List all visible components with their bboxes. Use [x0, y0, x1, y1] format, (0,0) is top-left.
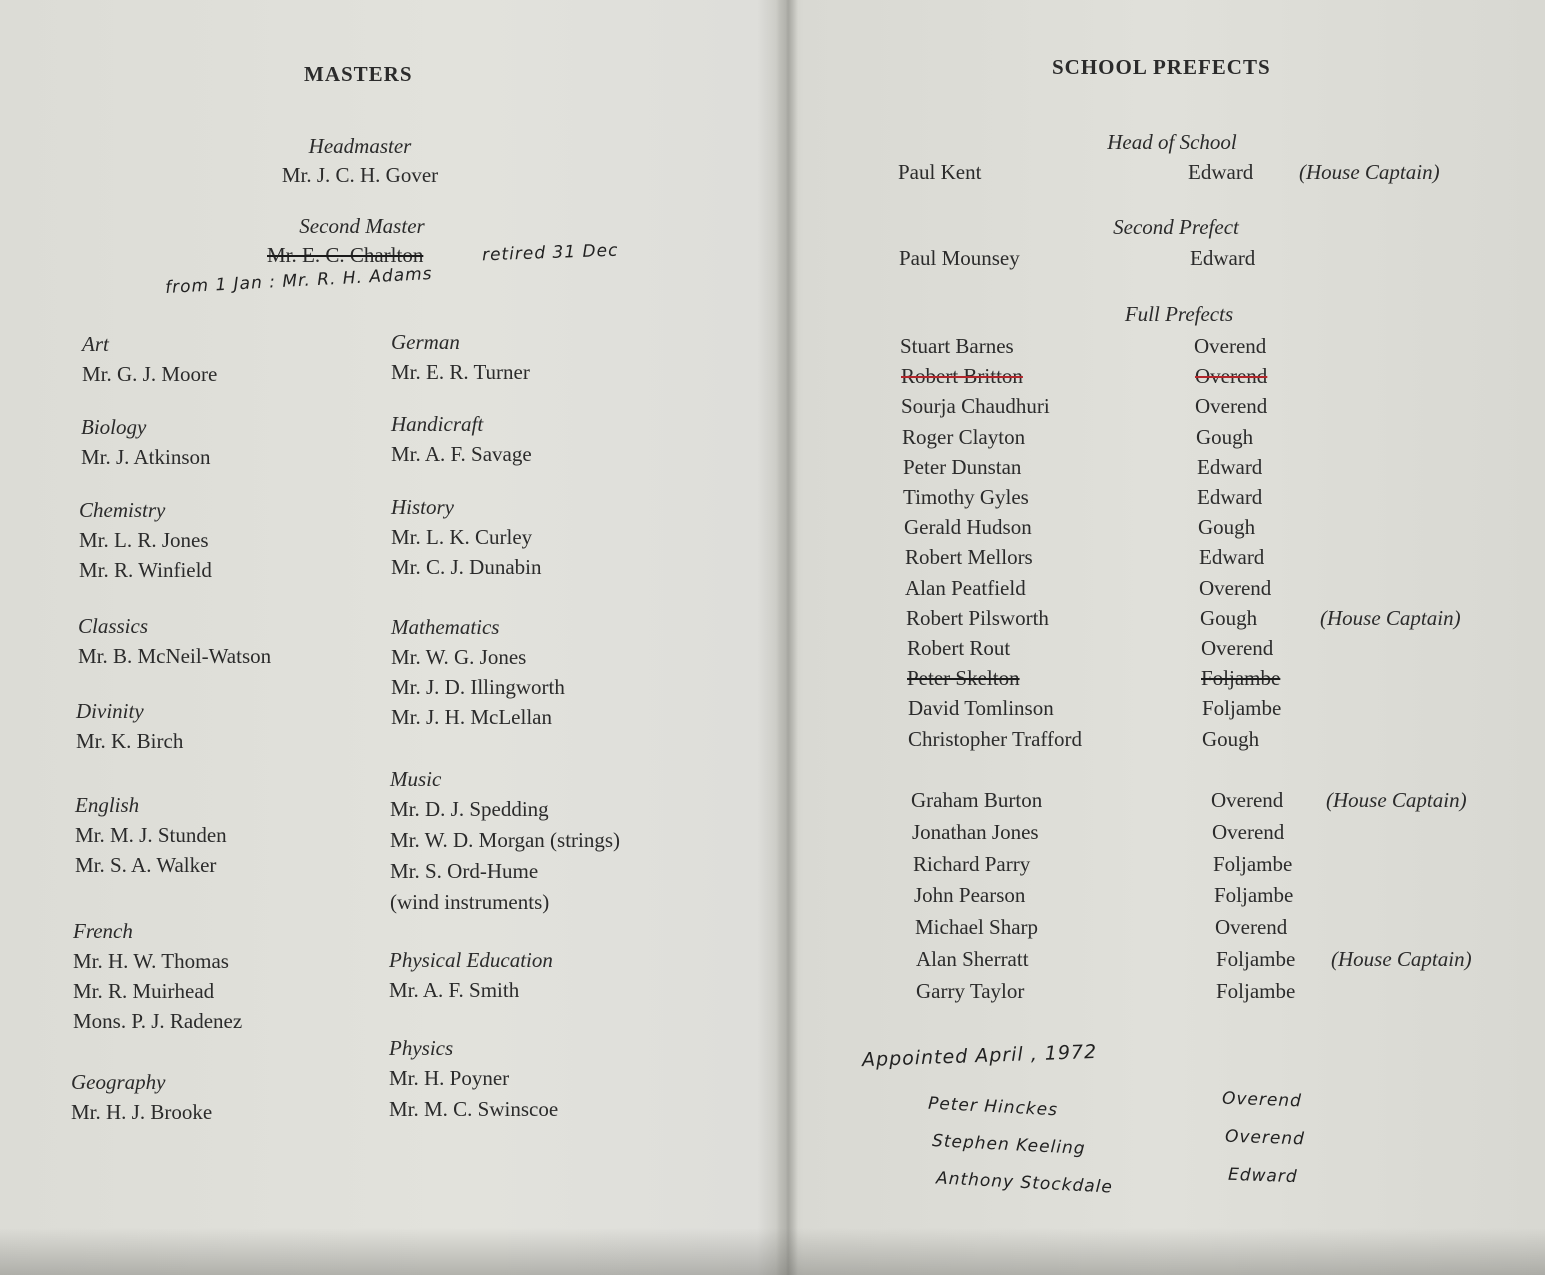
prefect-name: Roger Clayton [902, 425, 1026, 449]
prefect-name: Peter Skelton [907, 666, 1020, 690]
house-captain-note: (House Captain) [1331, 947, 1472, 971]
subject-physics [389, 1033, 558, 1125]
master-name: Mr. J. Atkinson [81, 445, 211, 469]
prefect-house: Foljambe [1216, 947, 1296, 971]
prefect-name: Timothy Gyles [903, 485, 1029, 509]
master-name: Mr. W. D. Morgan (strings) [390, 828, 621, 852]
subject-art [82, 329, 217, 389]
prefect-name: Garry Taylor [916, 979, 1025, 1003]
prefect-name: Paul Mounsey [899, 246, 1020, 270]
prefect-house: Overend [1194, 334, 1267, 358]
master-name: Mr. S. A. Walker [75, 853, 217, 877]
subject-chemistry [79, 495, 212, 585]
prefect-house: Overend [1195, 394, 1268, 418]
prefect-house: Edward [1199, 545, 1265, 569]
second-master-block [162, 214, 562, 239]
headmaster-name: Mr. J. C. H. Gover [281, 163, 439, 187]
subject-label: Art [82, 332, 109, 356]
subject-history [391, 492, 542, 582]
subject-geography [71, 1067, 212, 1127]
master-name: Mr. E. R. Turner [391, 360, 530, 384]
prefect-name: Stuart Barnes [900, 334, 1014, 358]
second-prefect-label: Second Prefect [1113, 215, 1239, 239]
handwritten-prefect-name: Stephen Keeling [931, 1130, 1087, 1160]
second-master-name-struck: Mr. E. C. Charlton [267, 243, 424, 267]
subject-music [390, 764, 620, 918]
subject-label: French [73, 919, 133, 943]
subject-biology [81, 412, 211, 472]
handwritten-prefect-name: Anthony Stockdale [935, 1168, 1114, 1198]
prefect-house: Foljambe [1201, 666, 1281, 690]
handwritten-prefect-house: Overend [1224, 1126, 1306, 1150]
prefects-title: SCHOOL PREFECTS [1052, 55, 1271, 79]
master-name: Mr. S. Ord-Hume [390, 859, 539, 883]
house-captain-note: (House Captain) [1299, 160, 1440, 184]
prefect-house: Foljambe [1213, 852, 1293, 876]
second-master-role: Second Master [299, 214, 425, 238]
prefect-house: Gough [1202, 727, 1260, 751]
master-name: Mr. H. Poyner [389, 1066, 510, 1090]
subject-label: History [391, 495, 454, 519]
prefect-name: Christopher Trafford [908, 727, 1083, 751]
subject-label: Classics [78, 614, 149, 638]
page-fold [776, 0, 798, 1275]
prefect-name: Alan Sherratt [916, 947, 1029, 971]
house-captain-note: (House Captain) [1320, 606, 1461, 630]
subject-label: Biology [81, 415, 147, 439]
prefect-house: Foljambe [1202, 696, 1282, 720]
master-name: (wind instruments) [390, 890, 550, 914]
prefect-name: Michael Sharp [915, 915, 1039, 939]
master-name: Mr. A. F. Smith [389, 978, 520, 1002]
masters-title: MASTERS [304, 62, 413, 86]
prefect-house: Gough [1198, 515, 1256, 539]
master-name: Mr. A. F. Savage [391, 442, 532, 466]
subject-label: Mathematics [391, 615, 500, 639]
house-captain-note: (House Captain) [1326, 788, 1467, 812]
prefect-house: Edward [1197, 485, 1263, 509]
master-name: Mr. J. D. Illingworth [391, 675, 565, 699]
master-name: Mr. H. J. Brooke [71, 1100, 213, 1124]
master-name: Mr. L. R. Jones [79, 528, 209, 552]
subject-german [391, 327, 530, 387]
prefect-name: Graham Burton [911, 788, 1043, 812]
prefect-house: Edward [1188, 160, 1254, 184]
prefect-house: Overend [1212, 820, 1285, 844]
subject-label: Chemistry [79, 498, 166, 522]
subject-classics [78, 611, 271, 671]
master-name: Mr. W. G. Jones [391, 645, 527, 669]
subject-label: Physics [389, 1036, 454, 1060]
handwritten-prefect-name: Peter Hinckes [927, 1093, 1059, 1121]
prefect-house: Overend [1195, 364, 1268, 388]
master-name: Mr. R. Muirhead [73, 979, 215, 1003]
handwritten-retired-note: retired 31 Dec [481, 240, 619, 266]
subject-label: Handicraft [391, 412, 484, 436]
master-name: Mr. M. C. Swinscoe [389, 1097, 559, 1121]
prefect-name: Paul Kent [898, 160, 982, 184]
prefect-house: Overend [1211, 788, 1284, 812]
subject-physical-education [389, 945, 553, 1005]
prefect-name: Robert Mellors [905, 545, 1033, 569]
prefect-name: Gerald Hudson [904, 515, 1032, 539]
subject-english [75, 790, 227, 880]
subject-divinity [76, 696, 183, 756]
master-name: Mr. H. W. Thomas [73, 949, 229, 973]
bottom-edge-shadow [0, 1228, 1545, 1275]
prefect-house: Gough [1200, 606, 1258, 630]
master-name: Mons. P. J. Radenez [73, 1009, 243, 1033]
master-name: Mr. L. K. Curley [391, 525, 533, 549]
head-of-school-label: Head of School [1107, 130, 1237, 154]
master-name: Mr. J. H. McLellan [391, 705, 552, 729]
master-name: Mr. B. McNeil-Watson [78, 644, 272, 668]
full-prefects-label: Full Prefects [1124, 302, 1234, 326]
prefect-house: Foljambe [1216, 979, 1296, 1003]
subject-label: Music [390, 767, 442, 791]
headmaster-role: Headmaster [308, 134, 412, 158]
prefect-name: John Pearson [914, 883, 1026, 907]
prefect-house: Gough [1196, 425, 1254, 449]
master-name: Mr. K. Birch [76, 729, 184, 753]
prefect-house: Edward [1197, 455, 1263, 479]
master-name: Mr. C. J. Dunabin [391, 555, 542, 579]
master-name: Mr. R. Winfield [79, 558, 212, 582]
prefect-name: Robert Britton [901, 364, 1023, 388]
master-name: Mr. M. J. Stunden [75, 823, 227, 847]
prefect-name: David Tomlinson [908, 696, 1054, 720]
headmaster-block [160, 134, 560, 188]
handwritten-prefect-house: Edward [1227, 1164, 1298, 1188]
handwritten-prefect-house: Overend [1221, 1088, 1303, 1112]
prefect-name: Sourja Chaudhuri [901, 394, 1050, 418]
subject-label: German [391, 330, 460, 354]
prefect-house: Foljambe [1214, 883, 1294, 907]
prefect-name: Robert Pilsworth [906, 606, 1049, 630]
handwritten-appointed-note: Appointed April , 1972 [861, 1040, 1098, 1072]
subject-label: Physical Education [389, 948, 553, 972]
master-name: Mr. G. J. Moore [82, 362, 218, 386]
prefect-house: Overend [1215, 915, 1288, 939]
master-name: Mr. D. J. Spedding [390, 797, 549, 821]
subject-label: Divinity [76, 699, 144, 723]
subject-label: Geography [71, 1070, 166, 1094]
subject-french [73, 916, 242, 1036]
handwritten-replacement-note: from 1 Jan : Mr. R. H. Adams [164, 264, 434, 298]
prefect-house: Overend [1199, 576, 1272, 600]
prefect-name: Jonathan Jones [912, 820, 1039, 844]
prefect-name: Alan Peatfield [905, 576, 1026, 600]
prefect-name: Peter Dunstan [903, 455, 1022, 479]
prefect-name: Robert Rout [907, 636, 1011, 660]
prefect-house: Overend [1201, 636, 1274, 660]
subject-label: English [75, 793, 140, 817]
prefect-name: Richard Parry [913, 852, 1031, 876]
prefect-house: Edward [1190, 246, 1256, 270]
subject-handicraft [391, 409, 532, 469]
subject-mathematics [391, 612, 565, 732]
